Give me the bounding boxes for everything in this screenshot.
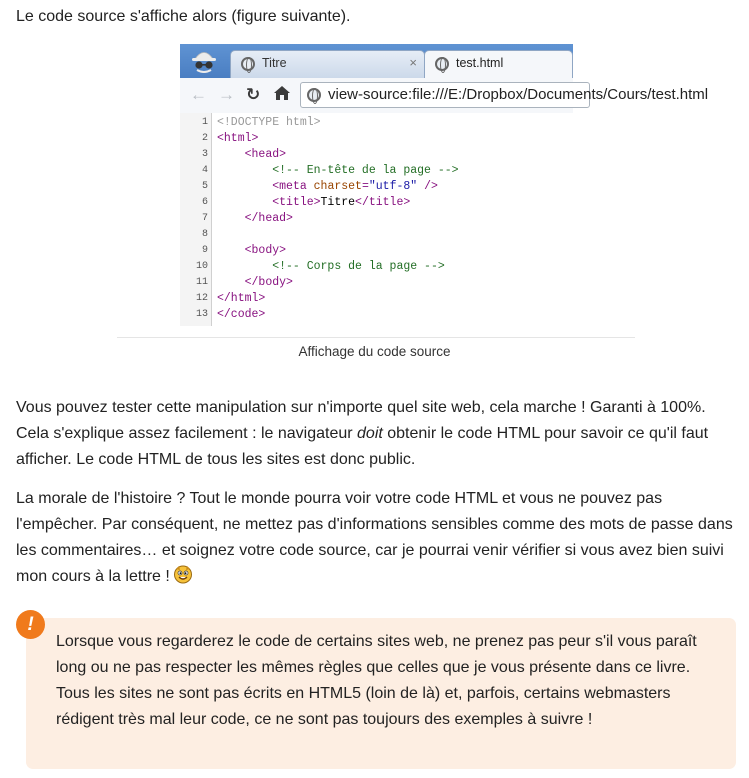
figure-divider xyxy=(117,337,635,338)
line-number: 3 xyxy=(201,149,208,160)
globe-icon xyxy=(435,57,449,71)
tab-bar xyxy=(180,44,573,78)
source-text xyxy=(217,307,265,323)
line-number: 9 xyxy=(201,245,208,256)
source-text xyxy=(217,179,438,195)
code-token xyxy=(217,260,272,273)
code-token xyxy=(217,244,245,257)
code-token: /> xyxy=(417,180,438,193)
callout-text: Lorsque vous regarderez le code de certains sites web, ne prenez pas peur s'il vous paraît long ou ne pas respecter les mêmes règles que celles que je vous présente dans ce livre. Tous les sites ne sont pas écrits en HTML5 (loin de là) et, parfois, certains webmasters rédigent très mal leur code, ce ne sont pas toujours des exemples à suivre ! xyxy=(56,633,697,728)
browser-screenshot-figure xyxy=(180,44,709,326)
smiley-icon xyxy=(173,564,193,584)
line-number: 1 xyxy=(201,117,208,128)
line-number: 8 xyxy=(201,229,208,240)
exclamation-icon: ! xyxy=(16,610,45,639)
line-number: 13 xyxy=(195,309,208,320)
code-token: <html> xyxy=(217,132,259,145)
code-token: <head> xyxy=(244,148,287,161)
code-token: </title> xyxy=(355,196,411,209)
code-token: </html> xyxy=(217,292,266,305)
address-url[interactable]: view-source:file:///E:/Dropbox/Documents/Cours/test.html xyxy=(328,86,709,103)
code-token xyxy=(217,164,272,177)
source-text xyxy=(217,163,459,179)
reload-icon[interactable]: ↻ xyxy=(246,85,261,104)
source-text xyxy=(217,115,321,131)
source-text xyxy=(217,195,410,211)
code-token xyxy=(217,276,245,289)
code-token: <!-- Corps de la page --> xyxy=(272,260,445,273)
globe-icon xyxy=(307,88,321,102)
source-text xyxy=(217,131,258,147)
code-token xyxy=(217,196,272,209)
tab-title: Titre xyxy=(262,56,287,70)
code-token: <!DOCTYPE html> xyxy=(217,116,321,129)
code-token: = xyxy=(361,180,369,193)
browser-toolbar xyxy=(180,78,709,114)
line-number: 10 xyxy=(195,261,208,272)
line-number: 6 xyxy=(201,197,208,208)
tab-title: test.html xyxy=(456,56,504,70)
code-token: </code> xyxy=(217,308,266,321)
source-code-view xyxy=(180,113,573,326)
line-number: 12 xyxy=(195,293,208,304)
line-number: 2 xyxy=(201,133,208,144)
source-text xyxy=(217,275,293,291)
figure-caption: Affichage du code source xyxy=(298,344,451,359)
code-token: <meta xyxy=(272,180,314,193)
emphasis-text: doit xyxy=(357,425,383,442)
close-icon[interactable]: × xyxy=(409,55,417,70)
forward-arrow-icon[interactable]: → xyxy=(218,85,235,104)
code-token xyxy=(217,212,245,225)
warning-callout xyxy=(26,618,736,769)
paragraph-text: La morale de l'histoire ? Tout le monde pourra voir votre code HTML et vous ne pouvez pas l'empêcher. Par conséquent, ne mettez pas d'informations sensibles comme des mots de passe dans les commentaires… et soignez votre code source, car je pourrai venir vérifier si vous avez bien suivi mon cours à la lettre ! xyxy=(16,490,733,585)
code-token: <body> xyxy=(244,244,287,257)
paragraph-test-manipulation xyxy=(16,395,736,473)
code-token: "utf-8" xyxy=(368,180,418,193)
source-text xyxy=(217,259,445,275)
incognito-icon xyxy=(189,48,219,74)
paragraph-text: obtenir le code HTML pour savoir ce qu'il faut afficher. Le code HTML de tous les sites est donc public. xyxy=(16,425,709,468)
back-arrow-icon[interactable]: ← xyxy=(190,85,207,104)
tab-titre[interactable] xyxy=(230,50,425,78)
line-number: 11 xyxy=(195,277,208,288)
tab-test-html[interactable] xyxy=(424,50,573,78)
paragraph-text: Vous pouvez tester cette manipulation sur n'importe quel site web, cela marche ! Garanti à 100%. Cela s'explique assez facilement : le navigateur xyxy=(16,399,706,442)
code-token: <!-- En-tête de la page --> xyxy=(272,164,459,177)
code-token: <title> xyxy=(272,196,321,209)
source-text xyxy=(217,211,293,227)
source-text xyxy=(217,243,286,259)
address-bar[interactable] xyxy=(300,82,709,108)
home-icon[interactable] xyxy=(273,84,291,102)
globe-icon xyxy=(241,57,255,71)
code-token xyxy=(217,180,272,193)
intro-paragraph: Le code source s'affiche alors (figure suivante). xyxy=(16,8,351,25)
source-text xyxy=(217,147,286,163)
line-number: 4 xyxy=(201,165,208,176)
line-number: 7 xyxy=(201,213,208,224)
code-token: Titre xyxy=(320,196,356,209)
code-token xyxy=(217,148,245,161)
code-token: </head> xyxy=(244,212,293,225)
code-token: </body> xyxy=(244,276,293,289)
paragraph-morale xyxy=(16,486,736,590)
source-text xyxy=(217,291,265,307)
line-number: 5 xyxy=(201,181,208,192)
code-token: charset xyxy=(313,180,362,193)
